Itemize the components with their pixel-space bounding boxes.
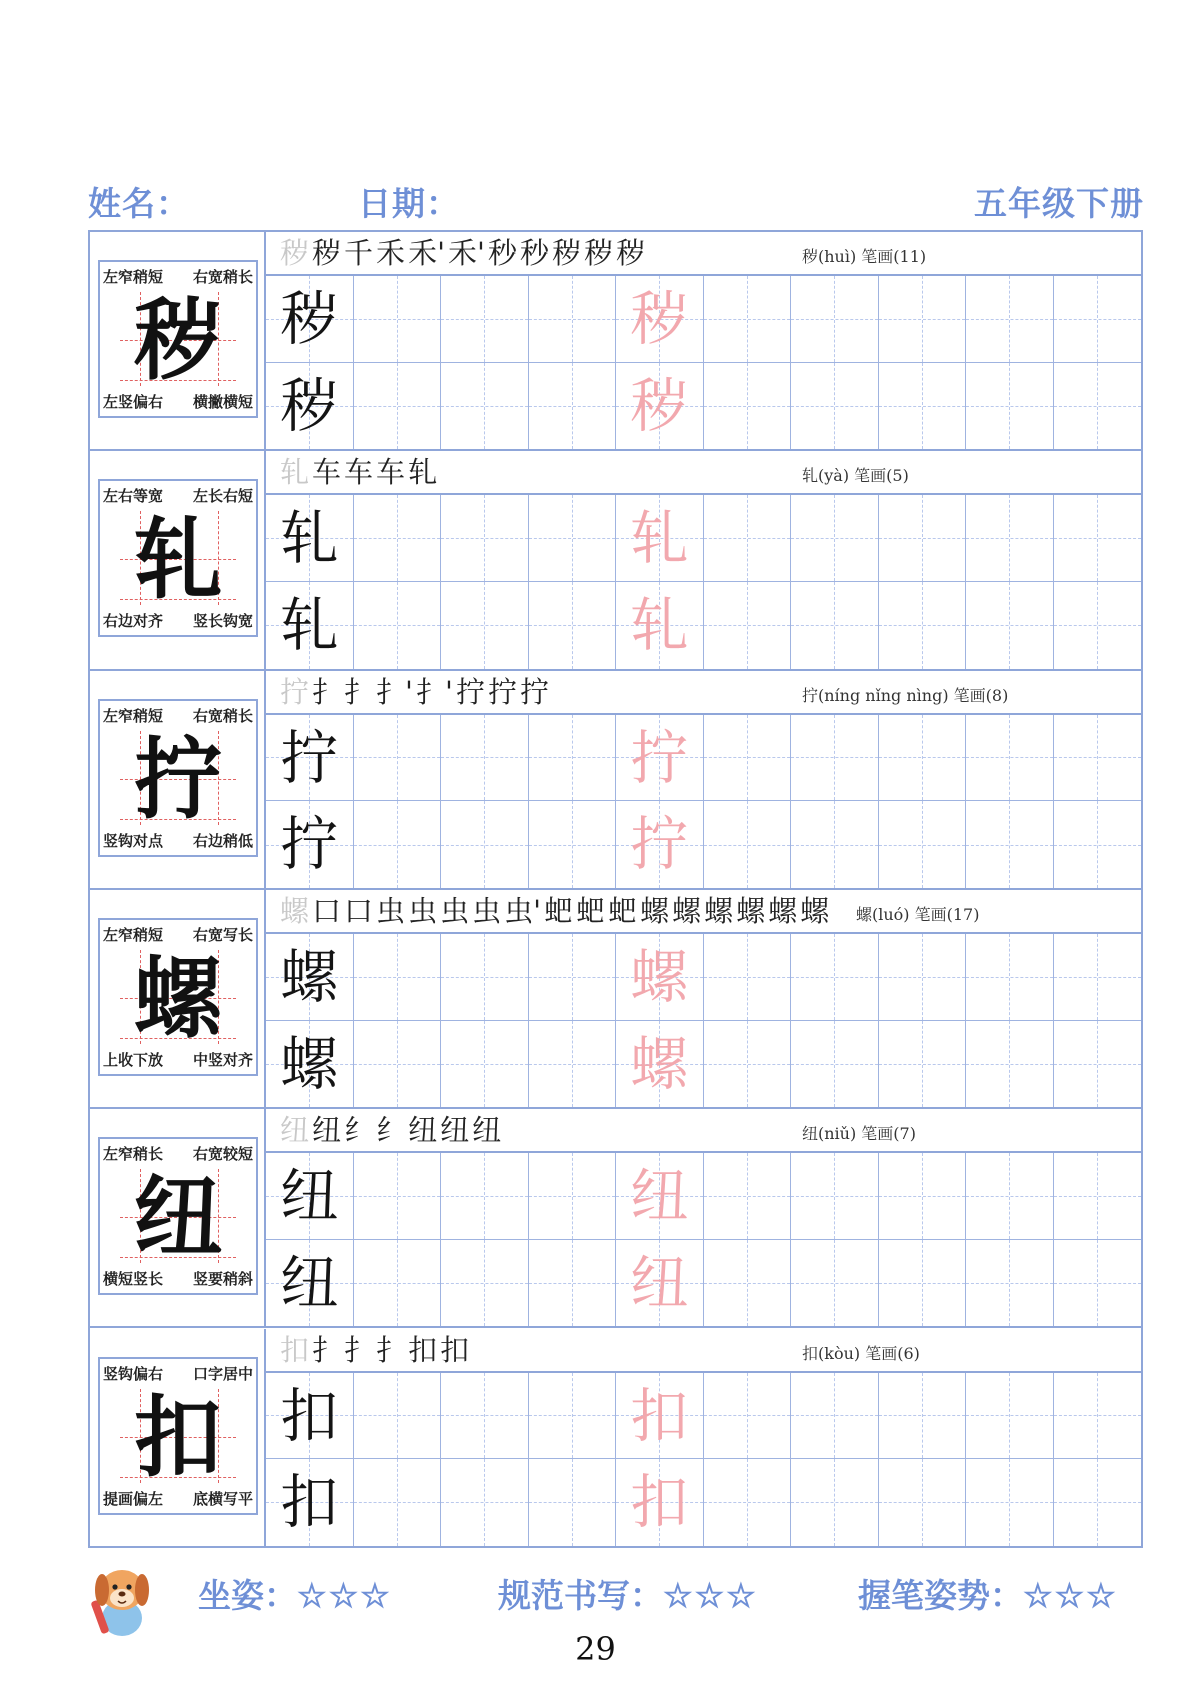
example-character: 轧 bbox=[280, 504, 339, 573]
practice-cell[interactable] bbox=[266, 363, 354, 450]
stroke-step: 螺 bbox=[280, 893, 310, 928]
writing-grid bbox=[266, 1373, 1141, 1546]
stroke-step: 扌' bbox=[416, 674, 454, 709]
practice-cell[interactable] bbox=[266, 1021, 354, 1108]
stroke-step: 扣 bbox=[440, 1332, 470, 1367]
writing-tip: 左长右短 bbox=[192, 487, 253, 506]
stroke-step: 蚆 bbox=[576, 893, 606, 928]
writing-tip: 右宽稍长 bbox=[192, 268, 253, 286]
practice-cell[interactable] bbox=[616, 801, 704, 888]
stroke-step: 虫 bbox=[472, 893, 502, 928]
writing-tip: 竖钩偏右 bbox=[103, 1364, 164, 1383]
practice-cell[interactable] bbox=[266, 1373, 354, 1460]
stroke-step: 纟 bbox=[376, 1113, 406, 1148]
practice-cell[interactable] bbox=[529, 582, 617, 669]
stroke-step: 虫 bbox=[408, 893, 438, 928]
practice-area bbox=[266, 232, 1141, 449]
example-character: 拧 bbox=[280, 723, 339, 792]
practice-cell[interactable] bbox=[354, 495, 442, 582]
writing-tip: 右边稍低 bbox=[192, 831, 253, 850]
writing-grid bbox=[266, 276, 1141, 449]
trace-character: 轧 bbox=[630, 590, 689, 659]
practice-cell[interactable] bbox=[791, 1240, 879, 1327]
practice-cell[interactable] bbox=[704, 934, 792, 1021]
stroke-step: 纽 bbox=[408, 1113, 438, 1148]
stroke-order-row bbox=[266, 451, 1141, 495]
practice-cell[interactable] bbox=[441, 934, 529, 1021]
reference-panel bbox=[90, 890, 266, 1107]
practice-cell[interactable] bbox=[966, 495, 1054, 582]
posture-stars[interactable]: ☆☆☆ bbox=[297, 1576, 392, 1615]
reference-card bbox=[98, 479, 258, 637]
stroke-step: 拧 bbox=[488, 674, 518, 709]
writing-grid bbox=[266, 495, 1141, 668]
practice-cell[interactable] bbox=[354, 1240, 442, 1327]
practice-cell[interactable] bbox=[529, 363, 617, 450]
practice-cell[interactable] bbox=[791, 1459, 879, 1546]
practice-cell[interactable] bbox=[966, 715, 1054, 802]
pinyin-stroke-info: 秽(huì) 笔画(11) bbox=[802, 247, 927, 266]
practice-cell[interactable] bbox=[354, 934, 442, 1021]
trace-character: 纽 bbox=[630, 1248, 689, 1317]
model-character: 扣 bbox=[133, 1384, 222, 1489]
practice-cell[interactable] bbox=[1054, 715, 1142, 802]
writing-tip: 右宽写长 bbox=[192, 925, 253, 944]
practice-cell[interactable] bbox=[704, 1153, 792, 1240]
practice-cell[interactable] bbox=[354, 801, 442, 888]
stroke-step: 拧 bbox=[280, 674, 310, 709]
stroke-step: 扌 bbox=[344, 674, 374, 709]
practice-cell[interactable] bbox=[529, 1240, 617, 1327]
reference-panel bbox=[90, 671, 266, 888]
practice-cell[interactable] bbox=[966, 1240, 1054, 1327]
stroke-step: 车 bbox=[312, 455, 342, 490]
practice-cell[interactable] bbox=[704, 495, 792, 582]
reference-card bbox=[98, 918, 258, 1076]
pinyin-stroke-info: 轧(yà) 笔画(5) bbox=[802, 466, 909, 486]
practice-cell[interactable] bbox=[791, 715, 879, 802]
practice-cell[interactable] bbox=[1054, 363, 1142, 450]
practice-cell[interactable] bbox=[879, 276, 967, 363]
example-character: 拧 bbox=[280, 810, 339, 879]
stroke-step: 蚆 bbox=[544, 893, 574, 928]
trace-character: 螺 bbox=[630, 942, 689, 1011]
practice-cell[interactable] bbox=[354, 276, 442, 363]
trace-character: 轧 bbox=[630, 504, 689, 573]
trace-character: 秽 bbox=[630, 285, 689, 353]
reference-card bbox=[98, 699, 258, 857]
practice-cell[interactable] bbox=[441, 1153, 529, 1240]
practice-cell[interactable] bbox=[966, 801, 1054, 888]
practice-cell[interactable] bbox=[879, 582, 967, 669]
stroke-step: 扣 bbox=[408, 1332, 438, 1367]
writing-tip: 竖钩对点 bbox=[103, 831, 164, 850]
stroke-step: 秽 bbox=[616, 236, 646, 270]
practice-cell[interactable] bbox=[966, 1021, 1054, 1108]
practice-cell[interactable] bbox=[441, 1459, 529, 1546]
practice-area bbox=[266, 890, 1141, 1107]
practice-cell[interactable] bbox=[966, 934, 1054, 1021]
stroke-step: 螺 bbox=[640, 893, 670, 928]
practice-cell[interactable] bbox=[791, 582, 879, 669]
practice-cell[interactable] bbox=[966, 1153, 1054, 1240]
practice-cell[interactable] bbox=[1054, 934, 1142, 1021]
stroke-step: 纟 bbox=[344, 1113, 374, 1148]
example-character: 轧 bbox=[280, 590, 339, 659]
writing-tip: 左右等宽 bbox=[103, 487, 164, 506]
grip-stars[interactable]: ☆☆☆ bbox=[1023, 1576, 1118, 1615]
practice-cell[interactable] bbox=[791, 1373, 879, 1460]
stroke-step: 扌 bbox=[312, 1332, 342, 1367]
stroke-step: 禾' bbox=[408, 236, 446, 270]
practice-cell[interactable] bbox=[529, 495, 617, 582]
writing-tip: 上收下放 bbox=[103, 1050, 164, 1069]
model-character: 纽 bbox=[133, 1165, 222, 1270]
practice-cell[interactable] bbox=[266, 1459, 354, 1546]
trace-character: 扣 bbox=[630, 1468, 689, 1537]
stroke-order-steps bbox=[280, 675, 552, 709]
character-block bbox=[90, 671, 1141, 890]
stroke-step: 拧 bbox=[456, 674, 486, 709]
stroke-step: 秒 bbox=[520, 236, 550, 270]
practice-cell[interactable] bbox=[1054, 1153, 1142, 1240]
posture-label: 坐姿：☆☆☆ bbox=[198, 1576, 392, 1615]
practice-cell[interactable] bbox=[879, 934, 967, 1021]
practice-cell[interactable] bbox=[879, 495, 967, 582]
example-character: 秽 bbox=[280, 285, 339, 353]
practice-cell[interactable] bbox=[704, 1021, 792, 1108]
page-number: 29 bbox=[575, 1630, 616, 1668]
practice-area bbox=[266, 1329, 1141, 1548]
practice-cell[interactable] bbox=[966, 363, 1054, 450]
stroke-step: 轧 bbox=[280, 455, 310, 490]
stroke-step: 秒 bbox=[488, 236, 518, 270]
stroke-step: 扌 bbox=[312, 674, 342, 709]
practice-cell[interactable] bbox=[441, 1373, 529, 1460]
stroke-step: 秽 bbox=[312, 236, 342, 270]
practice-cell[interactable] bbox=[704, 582, 792, 669]
stroke-step: 禾' bbox=[448, 236, 486, 270]
practice-cell[interactable] bbox=[266, 715, 354, 802]
practice-cell[interactable] bbox=[966, 582, 1054, 669]
trace-character: 纽 bbox=[630, 1162, 689, 1231]
practice-cell[interactable] bbox=[791, 801, 879, 888]
writing-tip: 提画偏左 bbox=[103, 1489, 164, 1508]
stroke-step: 口 bbox=[344, 893, 374, 928]
stroke-step: 虫' bbox=[504, 893, 542, 928]
pinyin-stroke-info: 纽(niǔ) 笔画(7) bbox=[802, 1124, 916, 1144]
practice-cell[interactable] bbox=[616, 1459, 704, 1546]
example-character: 纽 bbox=[280, 1162, 339, 1231]
practice-cell[interactable] bbox=[1054, 1021, 1142, 1108]
practice-cell[interactable] bbox=[879, 1153, 967, 1240]
practice-cell[interactable] bbox=[704, 801, 792, 888]
trace-character: 秽 bbox=[630, 371, 689, 440]
practice-cell[interactable] bbox=[529, 1459, 617, 1546]
practice-cell[interactable] bbox=[704, 276, 792, 363]
practice-cell[interactable] bbox=[266, 582, 354, 669]
stroke-step: 虫 bbox=[440, 893, 470, 928]
reference-panel bbox=[90, 1329, 266, 1548]
practice-cell[interactable] bbox=[1054, 276, 1142, 363]
writing-grid bbox=[266, 1153, 1141, 1326]
model-character: 轧 bbox=[133, 507, 222, 612]
character-block bbox=[90, 1109, 1141, 1328]
stroke-step: 秽 bbox=[280, 236, 310, 270]
practice-cell[interactable] bbox=[791, 276, 879, 363]
stroke-step: 秽 bbox=[552, 236, 582, 270]
cartoon-dog-mascot-icon bbox=[88, 1560, 156, 1640]
writing-label: 规范书写：☆☆☆ bbox=[498, 1576, 758, 1615]
example-character: 秽 bbox=[280, 371, 339, 440]
practice-cell[interactable] bbox=[354, 363, 442, 450]
writing-tip: 右宽较短 bbox=[192, 1145, 253, 1164]
stroke-order-steps bbox=[280, 894, 832, 928]
example-character: 扣 bbox=[280, 1468, 339, 1537]
stroke-step: 蚆 bbox=[608, 893, 638, 928]
stroke-step: 秽 bbox=[584, 236, 614, 270]
date-label: 日期： bbox=[358, 184, 460, 223]
example-character: 螺 bbox=[280, 942, 339, 1011]
stroke-step: 拧 bbox=[520, 674, 550, 709]
practice-cell[interactable] bbox=[616, 1153, 704, 1240]
practice-cell[interactable] bbox=[529, 276, 617, 363]
practice-cell[interactable] bbox=[266, 276, 354, 363]
model-character: 秽 bbox=[133, 288, 222, 392]
practice-cell[interactable] bbox=[616, 582, 704, 669]
reference-panel bbox=[90, 1109, 266, 1326]
practice-cell[interactable] bbox=[354, 1373, 442, 1460]
practice-cell[interactable] bbox=[616, 363, 704, 450]
practice-cell[interactable] bbox=[354, 1021, 442, 1108]
stroke-step: 扌 bbox=[376, 1332, 406, 1367]
writing-tip: 中竖对齐 bbox=[192, 1050, 253, 1069]
writing-tip: 口字居中 bbox=[192, 1364, 253, 1383]
practice-cell[interactable] bbox=[704, 1240, 792, 1327]
reference-card bbox=[98, 1137, 258, 1295]
stroke-step: 纽 bbox=[280, 1113, 310, 1148]
stroke-step: 纽 bbox=[472, 1113, 502, 1148]
writing-tip: 竖长钩宽 bbox=[192, 612, 253, 631]
practice-cell[interactable] bbox=[616, 715, 704, 802]
character-block bbox=[90, 890, 1141, 1109]
stroke-step: 螺 bbox=[672, 893, 702, 928]
writing-tip: 横短竖长 bbox=[103, 1270, 164, 1289]
stroke-step: 轧 bbox=[408, 455, 438, 490]
practice-cell[interactable] bbox=[441, 715, 529, 802]
practice-cell[interactable] bbox=[529, 715, 617, 802]
practice-cell[interactable] bbox=[791, 1153, 879, 1240]
practice-cell[interactable] bbox=[966, 1373, 1054, 1460]
writing-grid bbox=[266, 934, 1141, 1107]
stroke-step: 螺 bbox=[768, 893, 798, 928]
practice-cell[interactable] bbox=[879, 715, 967, 802]
practice-cell[interactable] bbox=[441, 801, 529, 888]
grip-label: 握笔姿势：☆☆☆ bbox=[858, 1576, 1118, 1615]
writing-tip: 底横写平 bbox=[192, 1489, 253, 1508]
practice-cell[interactable] bbox=[354, 715, 442, 802]
reference-panel bbox=[90, 232, 266, 449]
practice-cell[interactable] bbox=[529, 801, 617, 888]
stroke-step: 螺 bbox=[704, 893, 734, 928]
stroke-step: 纽 bbox=[440, 1113, 470, 1148]
practice-cell[interactable] bbox=[966, 1459, 1054, 1546]
pinyin-stroke-info: 螺(luó) 笔画(17) bbox=[856, 904, 980, 924]
practice-cell[interactable] bbox=[1054, 1240, 1142, 1327]
writing-tip: 右宽稍长 bbox=[192, 706, 253, 725]
practice-cell[interactable] bbox=[879, 1459, 967, 1546]
stroke-step: 车 bbox=[344, 455, 374, 490]
stroke-step: 扣 bbox=[280, 1332, 310, 1367]
practice-cell[interactable] bbox=[879, 1021, 967, 1108]
stroke-step: 螺 bbox=[800, 893, 830, 928]
practice-sheet bbox=[88, 230, 1143, 1548]
practice-cell[interactable] bbox=[704, 1459, 792, 1546]
practice-cell[interactable] bbox=[616, 1240, 704, 1327]
practice-area bbox=[266, 671, 1141, 888]
practice-cell[interactable] bbox=[616, 495, 704, 582]
practice-cell[interactable] bbox=[879, 1373, 967, 1460]
practice-cell[interactable] bbox=[791, 934, 879, 1021]
character-block bbox=[90, 451, 1141, 670]
practice-cell[interactable] bbox=[441, 1021, 529, 1108]
practice-cell[interactable] bbox=[441, 1240, 529, 1327]
stroke-step: 禾 bbox=[376, 236, 406, 270]
trace-character: 拧 bbox=[630, 723, 689, 792]
practice-cell[interactable] bbox=[529, 1373, 617, 1460]
stroke-order-steps bbox=[280, 455, 440, 489]
practice-cell[interactable] bbox=[966, 276, 1054, 363]
stroke-step: 扌 bbox=[344, 1332, 374, 1367]
writing-tip: 右边对齐 bbox=[103, 612, 164, 631]
practice-cell[interactable] bbox=[616, 1373, 704, 1460]
practice-area bbox=[266, 1109, 1141, 1326]
example-character: 扣 bbox=[280, 1381, 339, 1450]
writing-grid bbox=[266, 715, 1141, 888]
practice-cell[interactable] bbox=[441, 276, 529, 363]
writing-stars[interactable]: ☆☆☆ bbox=[663, 1576, 758, 1615]
pinyin-stroke-info: 拧(níng nǐng nìng) 笔画(8) bbox=[802, 685, 1009, 705]
practice-cell[interactable] bbox=[1054, 582, 1142, 669]
writing-tip: 竖要稍斜 bbox=[192, 1270, 253, 1289]
stroke-step: 车 bbox=[376, 455, 406, 490]
practice-cell[interactable] bbox=[441, 495, 529, 582]
practice-cell[interactable] bbox=[1054, 495, 1142, 582]
reference-card bbox=[98, 260, 258, 418]
stroke-order-row bbox=[266, 890, 1141, 934]
practice-cell[interactable] bbox=[266, 801, 354, 888]
practice-cell[interactable] bbox=[1054, 1459, 1142, 1546]
practice-cell[interactable] bbox=[1054, 801, 1142, 888]
writing-tip: 左窄稍短 bbox=[103, 706, 164, 725]
page-header bbox=[88, 178, 1144, 234]
practice-cell[interactable] bbox=[879, 1240, 967, 1327]
model-character: 拧 bbox=[133, 726, 222, 831]
stroke-order-steps bbox=[280, 236, 648, 270]
practice-cell[interactable] bbox=[529, 934, 617, 1021]
trace-character: 拧 bbox=[630, 810, 689, 879]
practice-cell[interactable] bbox=[266, 495, 354, 582]
writing-tip: 横撇横短 bbox=[192, 393, 253, 411]
practice-cell[interactable] bbox=[354, 1459, 442, 1546]
practice-cell[interactable] bbox=[791, 363, 879, 450]
model-character: 螺 bbox=[133, 945, 222, 1050]
trace-character: 扣 bbox=[630, 1381, 689, 1450]
grade-label: 五年级下册 bbox=[974, 184, 1144, 223]
practice-cell[interactable] bbox=[354, 582, 442, 669]
example-character: 螺 bbox=[280, 1029, 339, 1098]
stroke-order-row bbox=[266, 232, 1141, 276]
practice-cell[interactable] bbox=[704, 715, 792, 802]
practice-cell[interactable] bbox=[704, 363, 792, 450]
evaluation-footer bbox=[88, 1570, 1144, 1630]
practice-cell[interactable] bbox=[266, 1240, 354, 1327]
example-character: 纽 bbox=[280, 1248, 339, 1317]
practice-cell[interactable] bbox=[441, 363, 529, 450]
writing-tip: 左窄稍短 bbox=[103, 268, 164, 286]
practice-area bbox=[266, 451, 1141, 668]
name-label: 姓名： bbox=[88, 184, 190, 223]
stroke-order-row bbox=[266, 671, 1141, 715]
practice-cell[interactable] bbox=[791, 1021, 879, 1108]
stroke-step: 虫 bbox=[376, 893, 406, 928]
practice-cell[interactable] bbox=[704, 1373, 792, 1460]
stroke-step: 千 bbox=[344, 236, 374, 270]
stroke-step: 扌' bbox=[376, 674, 414, 709]
stroke-step: 纽 bbox=[312, 1113, 342, 1148]
pinyin-stroke-info: 扣(kòu) 笔画(6) bbox=[802, 1343, 920, 1363]
practice-cell[interactable] bbox=[266, 1153, 354, 1240]
practice-cell[interactable] bbox=[791, 495, 879, 582]
practice-cell[interactable] bbox=[616, 1021, 704, 1108]
practice-cell[interactable] bbox=[879, 363, 967, 450]
reference-card bbox=[98, 1357, 258, 1515]
practice-cell[interactable] bbox=[616, 934, 704, 1021]
writing-tip: 左窄稍短 bbox=[103, 925, 164, 944]
practice-cell[interactable] bbox=[529, 1153, 617, 1240]
stroke-order-steps bbox=[280, 1113, 504, 1147]
practice-cell[interactable] bbox=[354, 1153, 442, 1240]
character-block bbox=[90, 1329, 1141, 1548]
stroke-step: 螺 bbox=[736, 893, 766, 928]
practice-cell[interactable] bbox=[1054, 1373, 1142, 1460]
practice-cell[interactable] bbox=[879, 801, 967, 888]
trace-character: 螺 bbox=[630, 1029, 689, 1098]
practice-cell[interactable] bbox=[529, 1021, 617, 1108]
practice-cell[interactable] bbox=[616, 276, 704, 363]
reference-panel bbox=[90, 451, 266, 668]
stroke-order-row bbox=[266, 1109, 1141, 1153]
practice-cell[interactable] bbox=[266, 934, 354, 1021]
writing-tip: 左窄稍长 bbox=[103, 1145, 164, 1164]
stroke-step: 口 bbox=[312, 893, 342, 928]
stroke-order-row bbox=[266, 1329, 1141, 1373]
stroke-order-steps bbox=[280, 1333, 472, 1367]
character-block bbox=[90, 232, 1141, 451]
writing-tip: 左竖偏右 bbox=[103, 393, 164, 411]
practice-cell[interactable] bbox=[441, 582, 529, 669]
